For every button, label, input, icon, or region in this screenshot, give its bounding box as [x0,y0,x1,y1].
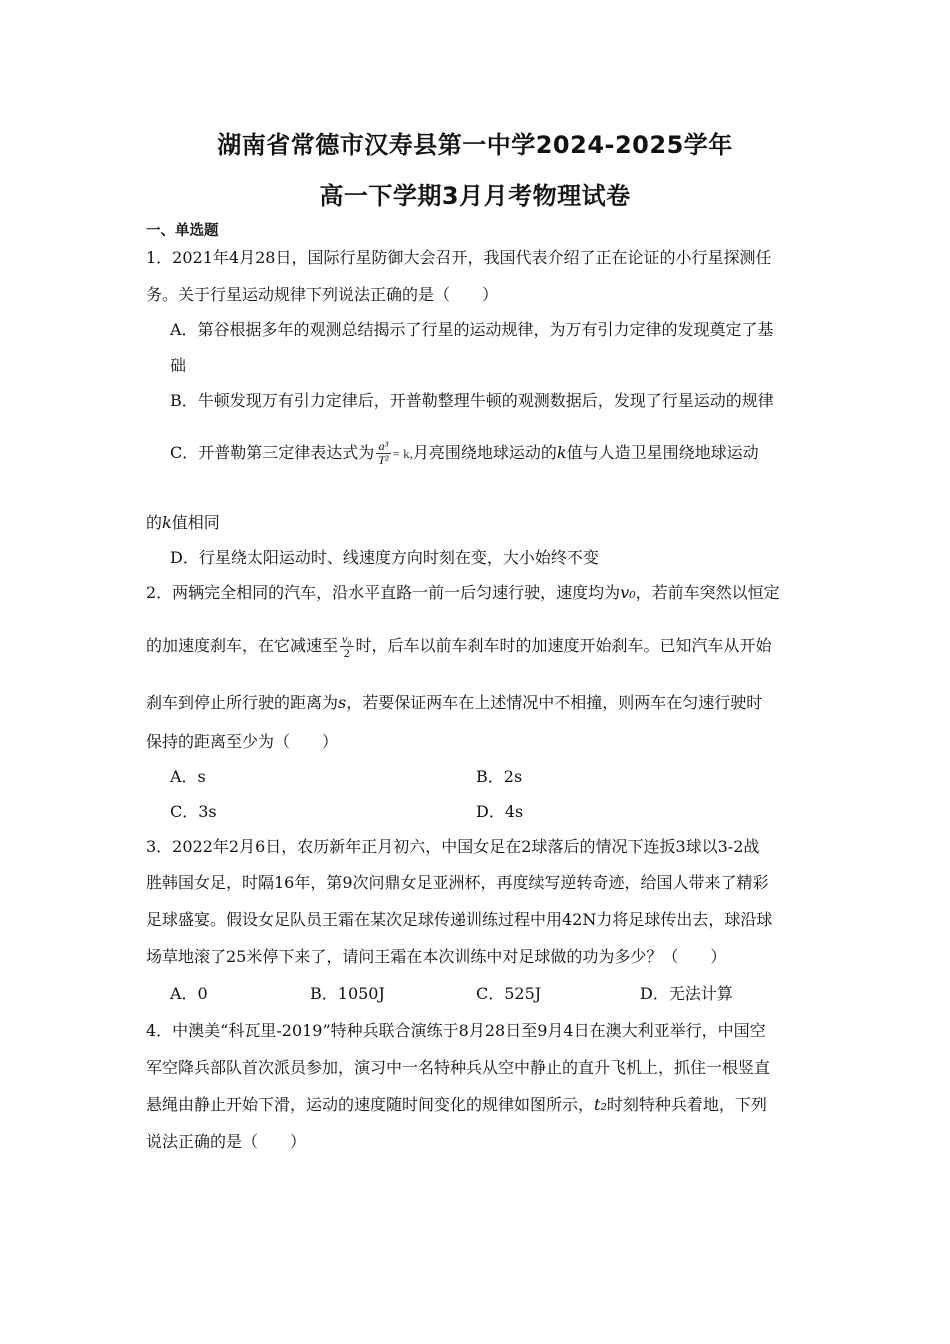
kepler-formula-denominator: T² [378,453,389,468]
q2-option-d: D．4s [476,802,524,821]
exam-title-line1: 湖南省常德市汉寿县第一中学2024-2025学年 [217,131,733,159]
q2-option-b: B．2s [476,767,523,786]
q3-stem-line3: 足球盛宴。假设女足队员王霜在某次足球传递训练过程中用42N力将足球传出去，球沿球 [146,910,773,929]
q4-stem-line4: 说法正确的是（ ） [146,1132,307,1151]
q1-option-c-text3: 值与人造卫星围绕地球运动 [566,443,759,463]
q1-option-c-line1 [170,440,759,467]
q3-option-b: B．1050J [310,984,385,1003]
q1-option-c-k1: k [556,443,567,463]
q4-stem-line2: 军空降兵部队首次派员参加，演习中一名特种兵从空中静止的直升飞机上，抓住一根竖直 [146,1058,771,1077]
q2-stem-line2 [146,633,772,660]
exam-title-line2: 高一下学期3月月考物理试卷 [319,182,631,210]
q4-stem-line1: 4．中澳美“科瓦里-2019”特种兵联合演练于8月28日至9月4日在澳大利亚举行，中国空 [146,1021,766,1040]
q2-distance-s: s [338,693,347,712]
q1-option-d: D．行星绕太阳运动时、线速度方向时刻在变，大小始终不变 [170,548,599,567]
kepler-formula-rhs: = k, [392,446,413,462]
q1-option-a-line1: A．第谷根据多年的观测总结揭示了行星的运动规律，为万有引力定律的发现奠定了基 [170,320,774,339]
q1-option-a-line2: 础 [170,356,187,375]
q3-stem-line2: 胜韩国女足，时隔16年，第9次问鼎女足亚洲杯，再度续写逆转奇迹，给国人带来了精彩 [146,873,769,892]
q2-stem-line4: 保持的距离至少为（ ） [146,732,339,751]
kepler-formula [376,440,390,467]
q1-option-c-line2-post: 值相同 [171,513,220,532]
q3-stem-line1: 3．2022年2月6日，农历新年正月初六，中国女足在2球落后的情况下连扳3球以3-2战 [146,837,760,856]
q1-stem-line2: 务。关于行星运动规律下列说法正确的是（ ） [146,285,499,304]
q2-stem-line3-pre: 刹车到停止所行驶的距离为 [146,693,339,712]
q2-stem-line2-post: 时，后车以前车刹车时的加速度开始刹车。已知汽车从开始 [355,636,772,656]
q4-stem-line3-post: 时刻特种兵着地，下列 [606,1095,767,1114]
q3-option-c: C．525J [476,984,542,1003]
q3-option-a: A．0 [170,984,208,1003]
q2-stem-line1-post: ，若前车突然以恒定 [635,583,780,602]
q2-stem-line3 [146,690,762,713]
section-heading-single-choice: 一、单选题 [146,223,219,239]
q1-option-c-text2: 月亮围绕地球运动的 [412,443,557,463]
q2-option-a: A．s [170,767,206,786]
q1-option-c-k2: k [162,513,172,532]
kepler-formula-numerator: a³ [376,440,390,454]
q2-stem-line1-pre: 2．两辆完全相同的汽车，沿水平直路一前一后匀速行驶，速度均为 [146,583,621,602]
q2-option-c: C．3s [170,802,217,821]
q4-stem-line3-pre: 悬绳由静止开始下滑，运动的速度随时间变化的规律如图所示， [146,1095,595,1114]
q1-option-b: B．牛顿发现万有引力定律后，开普勒整理牛顿的观测数据后，发现了行星运动的规律 [170,391,774,410]
q1-option-c-text: C．开普勒第三定律表达式为 [170,443,375,463]
q1-option-c-line2 [146,510,220,533]
v0-half-numerator: v₀ [342,632,352,646]
q2-stem-line1 [146,580,780,603]
v0-half-denominator: 2 [343,646,350,661]
q2-v0: v₀ [620,583,636,602]
q4-time-t2: t₂ [594,1095,607,1114]
q3-stem-line4: 场草地滚了25米停下来了，请问王霜在本次训练中对足球做的功为多少？（ ） [146,947,727,966]
q1-stem-line1: 1．2021年4月28日，国际行星防御大会召开，我国代表介绍了正在论证的小行星探测任 [146,248,772,267]
v0-half-fraction [340,633,354,660]
q1-option-c-line2-pre: 的 [146,513,163,532]
q4-stem-line3 [146,1092,767,1115]
q2-stem-line2-pre: 的加速度刹车，在它减速至 [146,636,339,656]
q3-option-d: D．无法计算 [640,984,733,1003]
q2-stem-line3-post: ，若要保证两车在上述情况中不相撞，则两车在匀速行驶时 [346,693,763,712]
